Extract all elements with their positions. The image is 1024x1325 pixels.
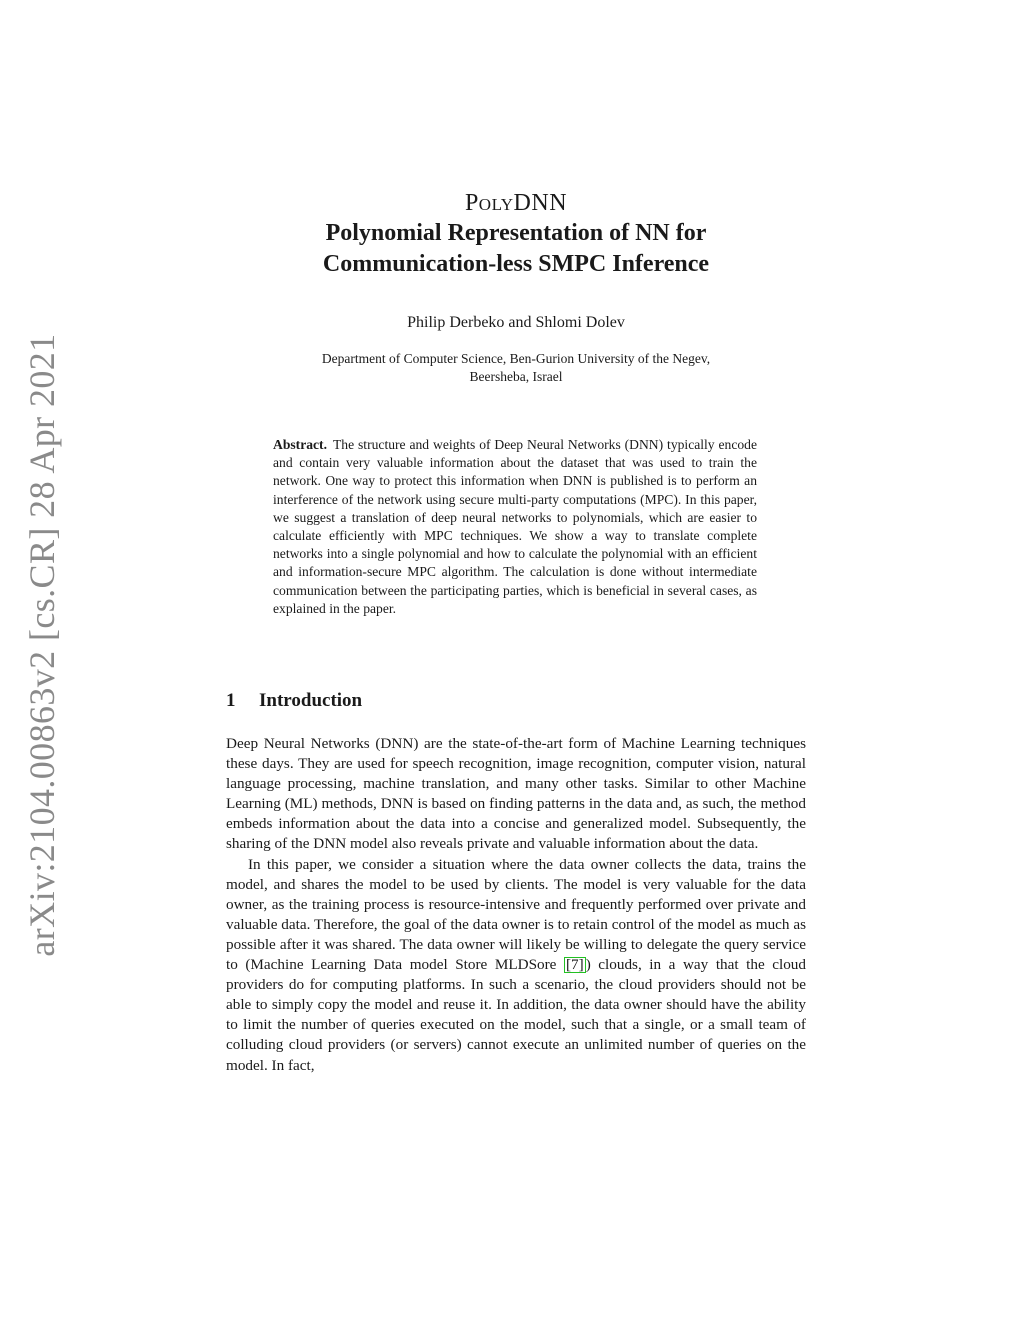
authors: Philip Derbeko and Shlomi Dolev bbox=[407, 314, 625, 331]
abstract-text: The structure and weights of Deep Neural Networks (DNN) typically encode and contain very valuable information about the dataset that was used to train the network. One way to protect this information when DNN is published is to perform an interference of the network using secure multi-party computations (MPC). In this paper, we suggest a translation of deep neural networks to polynomials, which are easier to calculate efficiently with MPC techniques. We show a way to translate complete networks into a single polynomial and how to calculate the polynomial with an efficient and information-secure MPC algorithm. The calculation is done without intermediate communication between the participating parties, which is beneficial in several cases, as explained in the paper. bbox=[273, 437, 757, 616]
paragraph-2 bbox=[226, 855, 806, 1076]
affiliation bbox=[226, 350, 806, 386]
arxiv-identifier-stamp: arXiv:2104.00863v2 [cs.CR] 28 Apr 2021 bbox=[22, 333, 62, 957]
title-block bbox=[226, 188, 806, 280]
paper-title-line-2: Communication-less SMPC Inference bbox=[322, 251, 710, 277]
section-number: 1 bbox=[226, 690, 236, 711]
section-heading bbox=[226, 690, 362, 712]
abstract bbox=[273, 436, 757, 618]
paragraph-2-text-start: In this paper, we consider a situation where the data owner collects the data, trains the model, and shares the model to be used by clients. The model is very valuable for the data owner, as the training process is resource-intensive and frequently performed over private and valuable data. Therefore, the goal of the data owner is to retain control of the model as much as possible after it was shared. The data owner will likely be willing to delegate the query service to (Machine Learning Data model Store MLDSore bbox=[226, 855, 806, 974]
paragraph-1: Deep Neural Networks (DNN) are the state-of-the-art form of Machine Learning techniques these days. They are used for speech recognition, image recognition, computer vision, natural language processing, machine translation, and many other tasks. Similar to other Machine Learning (ML) methods, DNN is based on finding patterns in the data and, as such, the method embeds information about the data into a concise and generalized model. Subsequently, the sharing of the DNN model also reveals private and valuable information about the data. bbox=[226, 735, 806, 853]
body-text bbox=[226, 734, 806, 1076]
short-title: PolyDNN bbox=[464, 190, 568, 216]
affiliation-line-1: Department of Computer Science, Ben-Gurion University of the Negev, bbox=[321, 351, 711, 366]
affiliation-line-2: Beersheba, Israel bbox=[469, 369, 563, 384]
citation-link[interactable]: [7] bbox=[565, 956, 584, 974]
abstract-label: Abstract. bbox=[273, 437, 327, 452]
section-title: Introduction bbox=[259, 690, 363, 711]
paper-title-line-1: Polynomial Representation of NN for bbox=[325, 220, 707, 246]
paragraph-2-text-end: ) clouds, in a way that the cloud providers do for computing platforms. In such a scenario, the cloud providers should not be able to simply copy the model and reuse it. In addition, the data owner should have the ability to limit the number of queries executed on the model, such that a single, or a small team of colluding cloud providers (or servers) cannot execute an unlimited number of queries on the model. In fact, bbox=[226, 956, 806, 1074]
